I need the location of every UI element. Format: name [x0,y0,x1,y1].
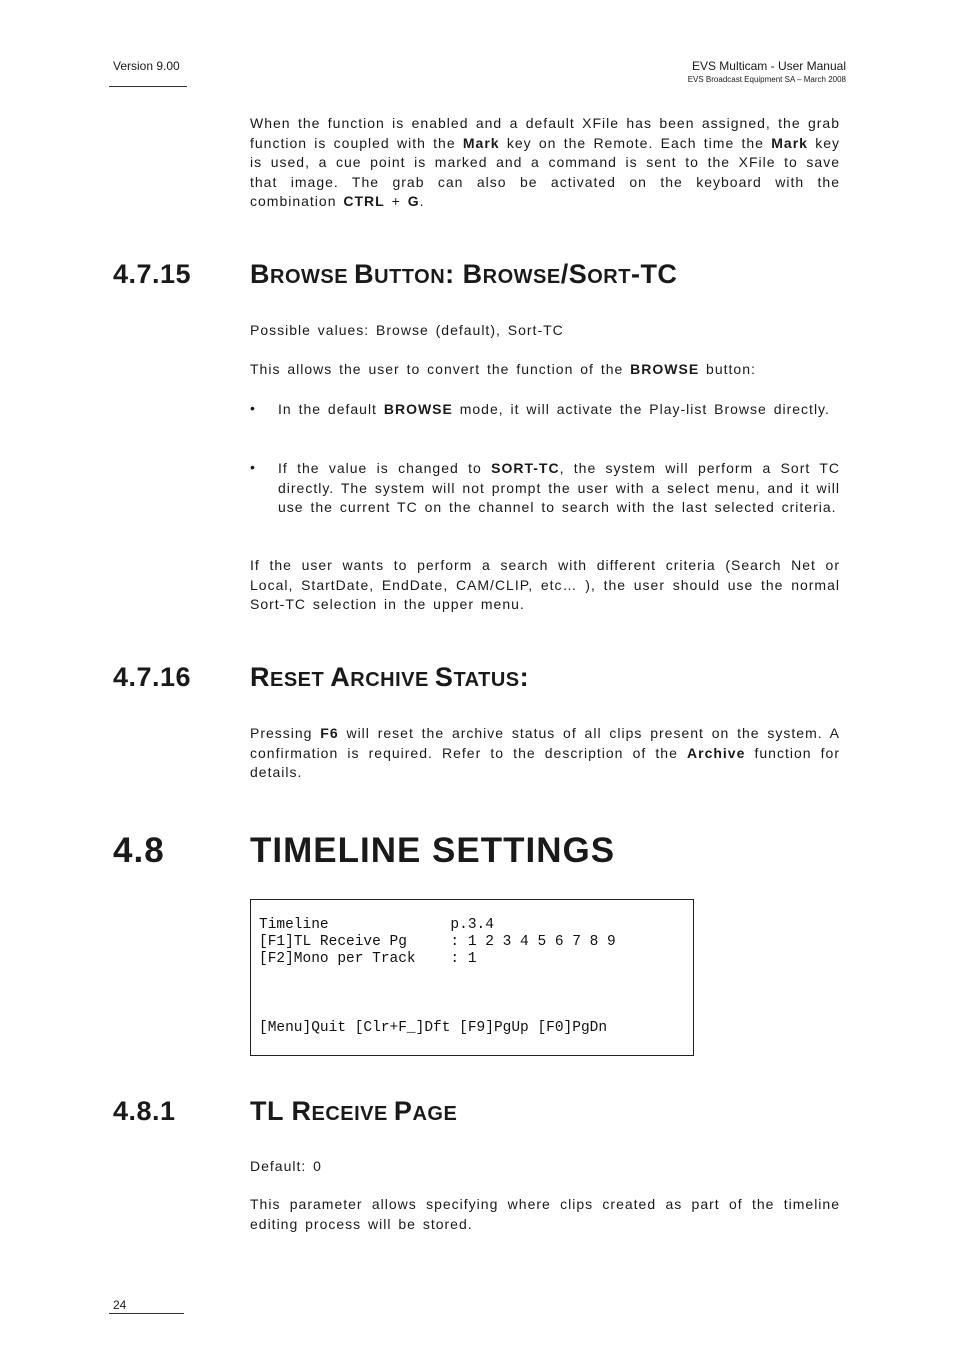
heading-4-8-1-number: 4.8.1 [113,1096,176,1126]
header-manual-title: EVS Multicam - User Manual [691,59,846,73]
header-rule-left [109,86,187,87]
bullet-1-dot: • [250,400,255,416]
page-number: 24 [113,1298,127,1312]
screen-line-3: [F2]Mono per Track : 1 [259,951,477,967]
header-right [688,59,846,85]
screen-line-2: [F1]TL Receive Pg : 1 2 3 4 5 6 7 8 9 [259,934,616,950]
screen-line-4: [Menu]Quit [Clr+F_]Dft [F9]PgUp [F0]PgDn [259,1020,608,1036]
header-company-date: EVS Broadcast Equipment SA – March 2008 [687,75,846,84]
closing-paragraph: If the user wants to perform a search with different criteria (Search Net or Local, StartDate, EndDate, CAM/CLIP, etc… ), the user should use the normal Sort-TC selection in the upper menu. [250,557,840,612]
footer-rule [109,1313,184,1314]
reset-archive-paragraph: Pressing F6 will reset the archive status of all clips present on the system. A confirmation is required. Refer to the description of the Archive function for details. [250,725,841,780]
heading-4-7-15-title: BROWSE BUTTON: BROWSE/SORT-TC [250,259,678,289]
possible-values: Possible values: Browse (default), Sort-TC [250,322,564,338]
tl-receive-description: This parameter allows specifying where clips created as part of the timeline editing process will be stored. [250,1196,840,1232]
heading-4-7-16-title: RESET ARCHIVE STATUS: [250,662,530,692]
browse-intro: This allows the user to convert the function of the BROWSE button: [250,361,756,377]
heading-4-8-1-title: TL RECEIVE PAGE [250,1096,458,1126]
intro-end: . [419,193,425,209]
screen-line-1: Timeline p.3.4 [259,917,494,933]
heading-4-8-title: TIMELINE SETTINGS [250,831,616,870]
heading-4-7-15-number: 4.7.15 [113,259,192,289]
timeline-menu-screen [250,899,694,1056]
bullet-1-text: In the default BROWSE mode, it will activate the Play-list Browse directly. [278,401,830,417]
intro-text-3: key is used, a cue point is marked and a command is sent to the XFile to save that image. The grab can also be activated on the keyboard with the combination [250,134,840,209]
intro-mark-key-2: Mark [771,134,808,151]
intro-g-key: G [407,193,420,209]
heading-4-8-number: 4.8 [113,831,165,870]
heading-4-7-16-number: 4.7.16 [113,662,192,692]
intro-plus: + [384,193,408,209]
intro-text-1: When the function is enabled and a default XFile has been assigned, the grab function is coupled with the [250,115,840,151]
intro-mark-key-1: Mark [462,134,500,151]
intro-ctrl-key: CTRL [343,193,385,209]
header-version: Version 9.00 [113,59,180,73]
bullet-2-text: If the value is changed to SORT-TC, the system will perform a Sort TC directly. The system will not prompt the user with a select menu, and it will use the current TC on the channel to search with the last selected criteria. [278,460,840,515]
default-value: Default: 0 [250,1158,322,1174]
intro-text-2: key on the Remote. Each time the [499,134,772,151]
bullet-2-dot: • [250,459,255,475]
intro-paragraph [250,114,840,212]
